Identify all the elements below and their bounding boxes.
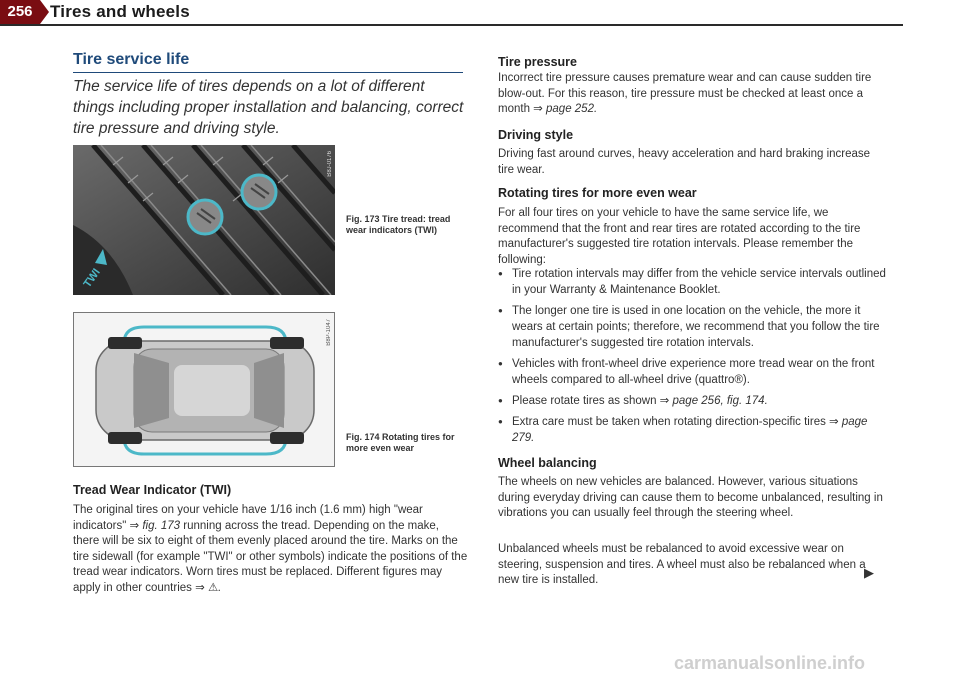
section-title: Tire service life <box>73 51 190 68</box>
wear-indicator-marker <box>242 175 276 209</box>
list-item: ● The longer one tire is used in one location on the vehicle, the more it wears at certain points; therefore, we recommend that you follow the tire manufacturer's suggested tire rotation intervals. <box>498 303 888 351</box>
section-rule <box>73 72 463 73</box>
figure-code: B8P-1047 <box>326 319 332 346</box>
intro-text: The service life of tires depends on a lot of different things including proper installation and balancing, correct tire pressure and driving style. <box>73 78 464 137</box>
continue-arrow-icon: ▶ <box>864 565 874 580</box>
twi-sidewall-label: TWI <box>81 266 103 290</box>
link-page-252[interactable]: ⇒ page 252. <box>533 103 598 115</box>
rotation-illustration <box>74 313 335 467</box>
figure-tire-rotation <box>73 312 335 467</box>
paragraph-driving-style: Driving fast around curves, heavy acceleration and hard braking increase tire wear. <box>498 148 871 176</box>
heading-rotating-tires: Rotating tires for more even wear <box>498 186 697 200</box>
link-fig-173[interactable]: ⇒ fig. 173 <box>129 519 181 532</box>
rotation-bullet-list <box>498 266 888 451</box>
chapter-title: Tires and wheels <box>50 2 190 21</box>
heading-wheel-balancing: Wheel balancing <box>498 456 597 470</box>
tread-illustration <box>73 145 335 295</box>
header-rule <box>0 24 903 26</box>
page-number: 256 <box>0 0 40 24</box>
paragraph-rotating-tires: For all four tires on your vehicle to have the same service life, we recommend that the front and rear tires are rotated according to the tire manufacturer's suggested tire rotation intervals. Please remember the following: <box>498 207 861 266</box>
wear-indicator-marker <box>188 200 222 234</box>
paragraph-wheel-balancing-1: The wheels on new vehicles are balanced. However, various situations during everyday driving can cause them to become unbalanced, resulting in vibrations you can usually feel through the steering wheel. <box>498 476 883 519</box>
list-item: ● Vehicles with front-wheel drive experience more tread wear on the front wheels compared to all-wheel drive (quattro®). <box>498 356 888 388</box>
paragraph-wheel-balancing-2: Unbalanced wheels must be rebalanced to avoid excessive wear on steering, suspension and tires. A wheel must also be rebalanced when a new tire is installed. <box>498 543 866 586</box>
figure-code: B8J-0176 <box>327 151 333 177</box>
list-item: ● Tire rotation intervals may differ from the vehicle service intervals outlined in your Warranty & Maintenance Booklet. <box>498 266 888 298</box>
paragraph-tread-wear-indicator: The original tires on your vehicle have 1/16 inch (1.6 mm) high "wear indicators" ⇒ fig. 173 running across the tread. Depending on the make, there will be six to eight of them evenly placed around the tire. Marks on the tire sidewall (for example "TWI" or other symbols) indicate the positions of the tread wear indicators. Worn tires must be replaced. Different figures may apply in other countries ⇒ ⚠. <box>73 504 468 594</box>
list-item: ● Please rotate tires as shown ⇒ page 256, fig. 174. <box>498 393 888 409</box>
link-page-279[interactable]: ⇒ page 279. <box>512 416 868 444</box>
heading-tread-wear-indicator: Tread Wear Indicator (TWI) <box>73 483 232 497</box>
list-item: ● Extra care must be taken when rotating direction-specific tires ⇒ page 279. <box>498 414 888 446</box>
watermark: carmanualsonline.info <box>674 653 866 673</box>
figure-caption-174: Fig. 174 Rotating tires for more even wear <box>346 432 455 453</box>
heading-tire-pressure: Tire pressure <box>498 55 577 69</box>
figure-caption-173: Fig. 173 Tire tread: tread wear indicators (TWI) <box>346 214 451 235</box>
warning-link[interactable]: ⇒ ⚠. <box>195 581 222 594</box>
figure-tread-wear-indicators <box>73 145 335 295</box>
link-page-256-fig-174[interactable]: ⇒ page 256, fig. 174. <box>659 395 768 407</box>
paragraph-tire-pressure: Incorrect tire pressure causes premature wear and can cause sudden tire blow-out. For this reason, tire pressure must be checked at least once a month ⇒ page 252. <box>498 72 872 115</box>
heading-driving-style: Driving style <box>498 128 574 142</box>
